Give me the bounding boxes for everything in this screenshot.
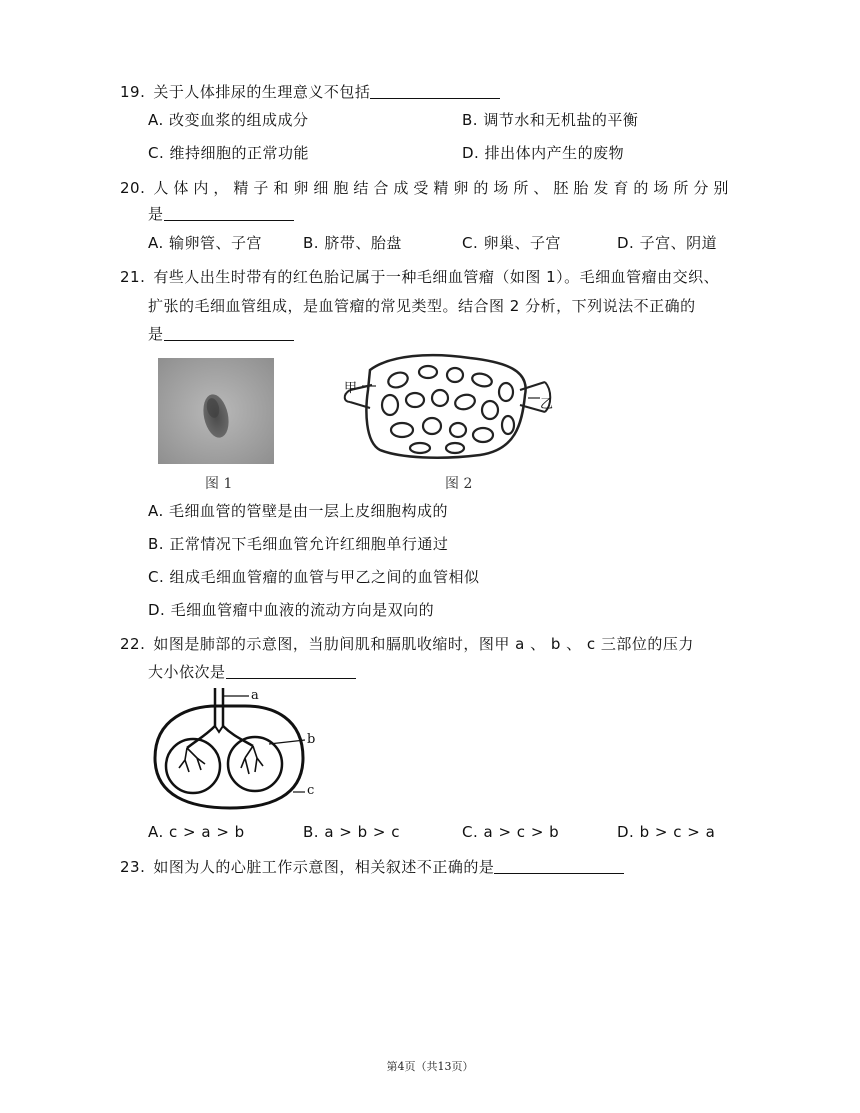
option-a: A. c > a > b [148,823,245,841]
option-a: A. 毛细血管的管壁是由一层上皮细胞构成的 [148,502,449,520]
question-number: 22. [120,635,146,653]
question-stem-line2: 大小依次是 [148,663,226,681]
question-stem: 如图为人的心脏工作示意图，相关叙述不正确的是 [153,858,495,876]
question-stem-line1: 人体内，精子和卵细胞结合成受精卵的场所、胚胎发育的场所分别 [153,179,734,197]
question-number: 21. [120,268,146,286]
lung-label-a: a [251,688,259,703]
option-b: B. a > b > c [303,823,400,841]
answer-blank[interactable] [164,219,294,221]
answer-blank[interactable] [494,872,624,874]
answer-blank[interactable] [370,97,500,99]
figure-2-label-yi: 乙 [540,397,554,412]
option-b: B. 调节水和无机盐的平衡 [462,111,639,129]
question-stem-line1: 如图是肺部的示意图，当肋间肌和膈肌收缩时，图甲 a 、 b 、 c 三部位的压力 [153,635,694,653]
answer-blank[interactable] [164,339,294,341]
question-stem-line3: 是 [148,325,164,343]
option-b: B. 脐带、胎盘 [303,234,402,252]
question-20-line2 [148,204,294,224]
option-c: C. 组成毛细血管瘤的血管与甲乙之间的血管相似 [148,568,480,586]
question-stem-line2: 是 [148,205,164,223]
question-22 [120,634,694,654]
question-20 [120,178,733,198]
question-19 [120,82,500,102]
question-21-line3 [148,324,294,344]
question-21-line2: 扩张的毛细血管组成，是血管瘤的常见类型。结合图 2 分析，下列说法不正确的 [148,297,696,315]
question-number: 19. [120,83,146,101]
option-c: C. 卵巢、子宫 [462,234,562,252]
question-22-line2 [148,662,356,682]
figure-2-caption: 图 2 [445,476,473,492]
question-stem-line1: 有些人出生时带有的红色胎记属于一种毛细血管瘤（如图 1）。毛细血管瘤由交织、 [153,268,720,286]
question-stem: 关于人体排尿的生理意义不包括 [153,83,371,101]
lung-label-c: c [307,783,315,798]
lung-label-b: b [307,732,316,747]
question-23 [120,857,624,877]
option-d: D. 排出体内产生的废物 [462,144,625,162]
lung-diagram [145,688,330,818]
page-footer: 第4页（共13页） [386,1060,474,1073]
figure-2-capillary-diagram [340,350,555,462]
option-d: D. 子宫、阴道 [617,234,718,252]
option-c: C. a > c > b [462,823,560,841]
question-21 [120,267,719,287]
option-b: B. 正常情况下毛细血管允许红细胞单行通过 [148,535,449,553]
question-number: 20. [120,179,146,197]
option-a: A. 输卵管、子宫 [148,234,263,252]
question-number: 23. [120,858,146,876]
figure-2-label-jia: 甲 [344,381,358,396]
option-d: D. b > c > a [617,823,716,841]
figure-1-birthmark-photo [158,358,274,464]
option-c: C. 维持细胞的正常功能 [148,144,310,162]
option-a: A. 改变血浆的组成成分 [148,111,309,129]
answer-blank[interactable] [226,677,356,679]
figure-1-caption: 图 1 [205,476,233,492]
option-d: D. 毛细血管瘤中血液的流动方向是双向的 [148,601,435,619]
